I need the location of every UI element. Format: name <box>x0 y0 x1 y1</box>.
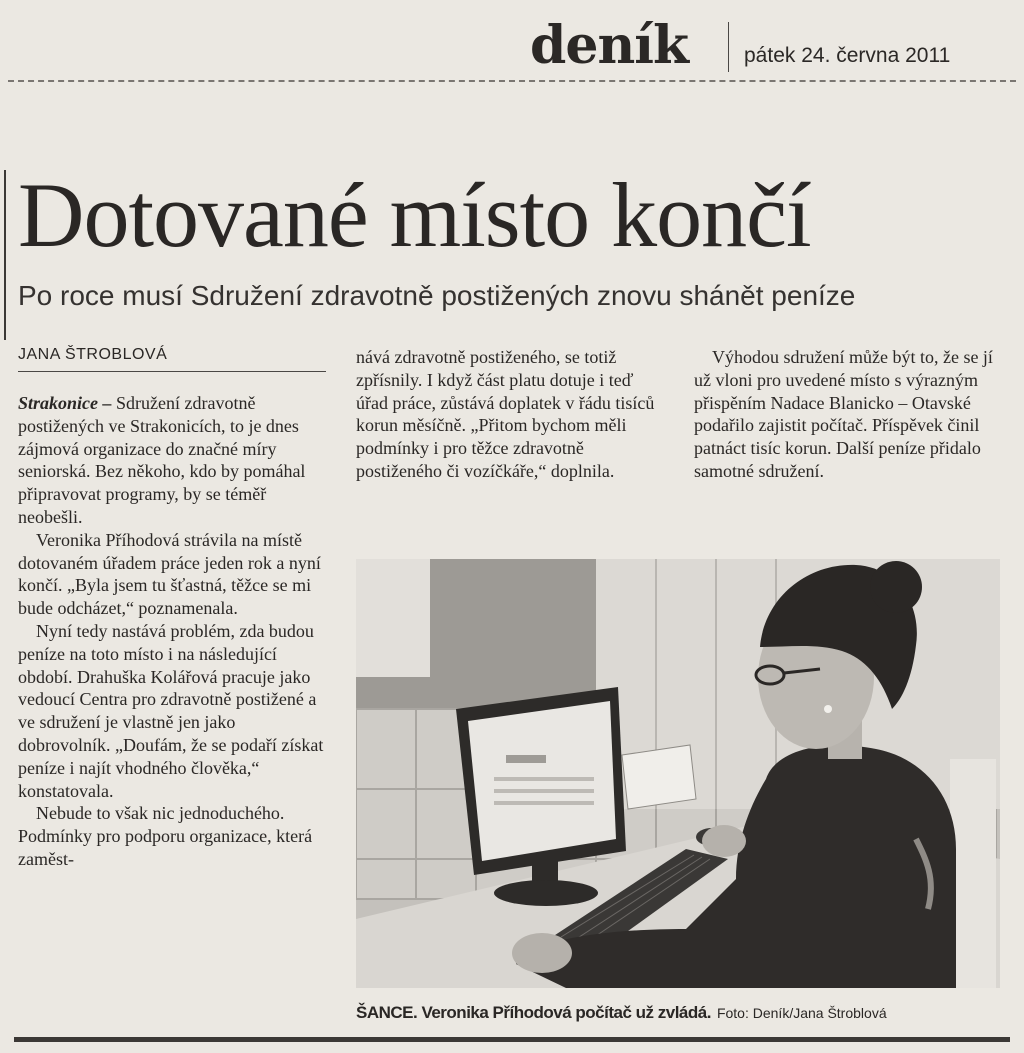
headline-side-rule <box>4 170 6 340</box>
article-paragraph-2: Veronika Příhodová strávila na místě dotovaném úřadem práce jeden rok a nyní končí. „Byla jsem tu šťastná, těžce se mi bude odcházet,“ poznamenala. <box>18 529 321 619</box>
photo-caption-text: ŠANCE. Veronika Příhodová počítač už zvládá. <box>356 1003 711 1022</box>
byline-rule <box>18 371 326 372</box>
masthead-logo: deník <box>530 15 689 76</box>
article-column-2 <box>356 346 666 483</box>
article-paragraph-6: Výhodou sdružení může být to, že se jí už vloni pro uvedené místo s výrazným přispěním Nadace Blanicko – Otavské podařilo zajistit počítač. Příspěvek činil patnáct tisíc korun. Další peníze přidalo samotné sdružení. <box>694 347 993 481</box>
photo-caption <box>356 1003 1006 1023</box>
article-headline: Dotované místo končí <box>18 164 811 266</box>
article-paragraph-3: Nyní tedy nastává problém, zda budou peníze na toto místo i na následující období. Drahuška Kolářová pracuje jako vedoucí Centra pro zdravotně postižené a ve sdružení je vlastně jen jako dobrovolník. „Doufám, že se podaří získat peníze i najít vhodného člověka,“ konstatovala. <box>18 620 324 801</box>
article-location: Strakonice – <box>18 393 112 413</box>
article-column-1 <box>18 392 328 871</box>
article-paragraph-5: nává zdravotně postiženého, se totiž zpřísnily. I když část platu dotuje i teď úřad práce, zůstává doplatek v řádu tisíců korun měsíčně. „Přitom bychom měli podmínky i pro těžce zdravotně postiženého či vozíčkáře,“ doplnila. <box>356 347 655 481</box>
article-photo <box>356 559 1000 988</box>
issue-date: pátek 24. června 2011 <box>744 44 951 67</box>
masthead-dashed-rule <box>8 80 1016 82</box>
article-paragraph-1: Strakonice – Sdružení zdravotně postižených ve Strakonicích, to je dnes zájmová organizace do značné míry seniorská. Bez někoho, kdo by pomáhal připravovat programy, by se téměř neobešli. <box>18 393 306 527</box>
article-column-3 <box>694 346 1004 483</box>
page-bottom-rule <box>14 1037 1010 1042</box>
article-byline: JANA ŠTROBLOVÁ <box>18 346 168 363</box>
article-subheadline: Po roce musí Sdružení zdravotně postižených znovu shánět peníze <box>18 280 856 311</box>
article-paragraph-4: Nebude to však nic jednoduchého. Podmínky pro podporu organizace, která zaměst- <box>18 803 313 869</box>
photo-illustration <box>356 559 1000 988</box>
photo-credit: Foto: Deník/Jana Štroblová <box>716 1005 887 1021</box>
masthead-separator <box>728 22 729 72</box>
